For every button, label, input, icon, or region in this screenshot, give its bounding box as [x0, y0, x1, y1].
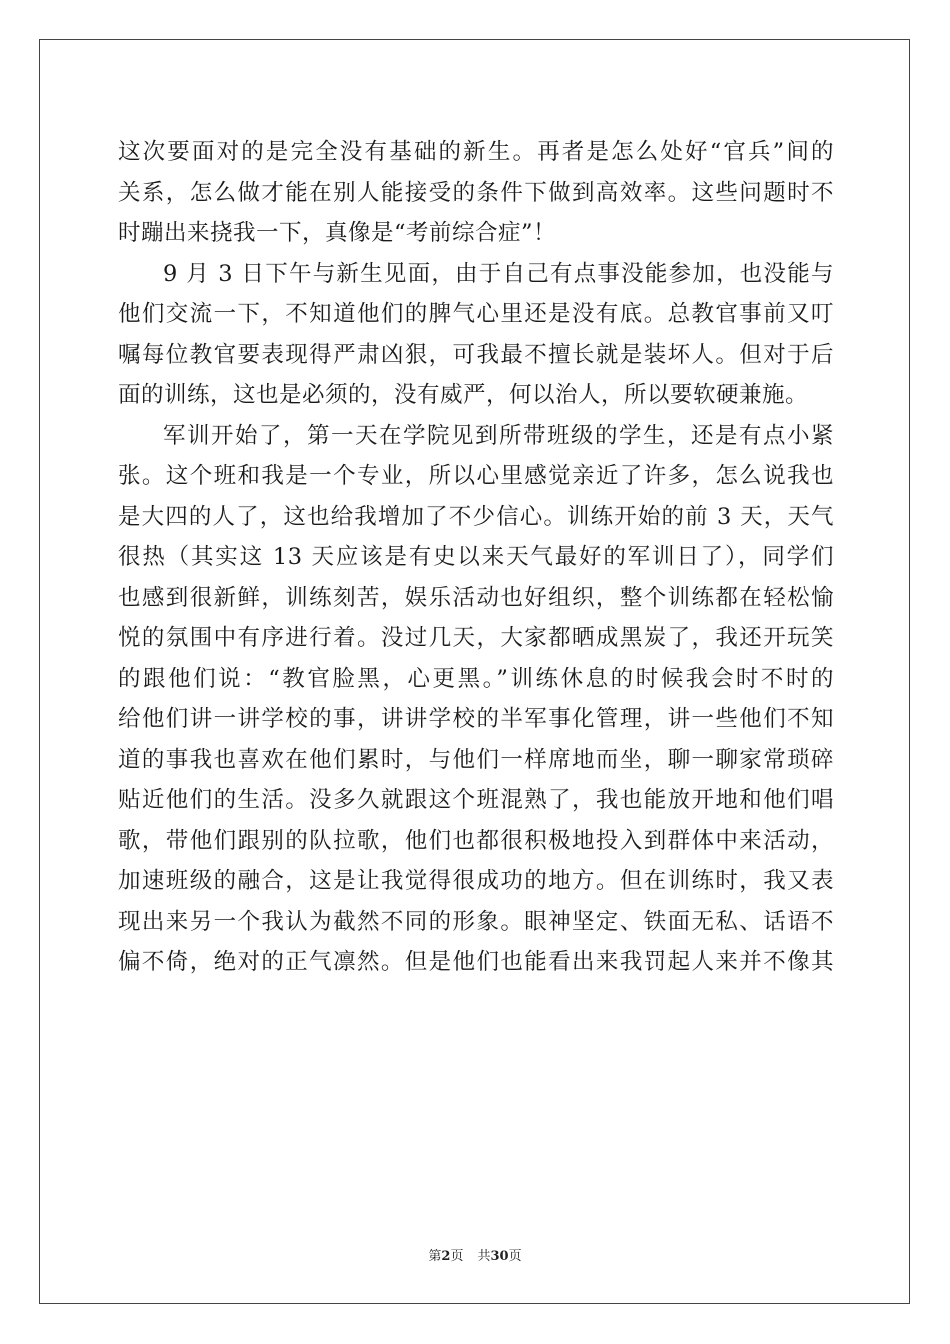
- text-line: 歌，带他们跟别的队拉歌，他们也都很积极地投入到群体中来活动，: [118, 827, 834, 854]
- text-line: 道的事我也喜欢在他们累时，与他们一样席地而坐，聊一聊家常琐碎: [118, 746, 834, 773]
- document-body: [118, 132, 834, 983]
- text-line: 加速班级的融合，这是让我觉得很成功的地方。但在训练时，我又表: [118, 868, 834, 894]
- text-line: 是大四的人了，这也给我增加了不少信心。训练开始的前 3 天，天气: [118, 503, 834, 530]
- text-line: 给他们讲一讲学校的事，讲讲学校的半军事化管理，讲一些他们不知: [118, 706, 834, 732]
- text-line: 面的训练，这也是必须的，没有威严，何以治人，所以要软硬兼施。: [118, 382, 809, 408]
- text-line: 很热（其实这 13 天应该是有史以来天气最好的军训日了），同学们: [118, 544, 834, 570]
- page-total: 共30页: [477, 1249, 522, 1264]
- text-line: 悦的氛围中有序进行着。没过几天，大家都晒成黑炭了，我还开玩笑: [118, 625, 834, 651]
- text-line: 他们交流一下，不知道他们的脾气心里还是没有底。总教官事前又叮: [118, 301, 834, 327]
- text-line: 这次要面对的是完全没有基础的新生。再者是怎么处好“官兵”间的: [118, 139, 834, 165]
- text-line: 张。这个班和我是一个专业，所以心里感觉亲近了许多，怎么说我也: [118, 463, 834, 489]
- text-line: 偏不倚，绝对的正气凛然。但是他们也能看出来我罚起人来并不像其: [118, 949, 834, 975]
- text-line: 也感到很新鲜，训练刻苦，娱乐活动也好组织，整个训练都在轻松愉: [118, 584, 834, 611]
- text-line: 现出来另一个我认为截然不同的形象。眼神坚定、铁面无私、话语不: [118, 908, 834, 935]
- text-line: 嘱每位教官要表现得严肃凶狠，可我最不擅长就是装坏人。但对于后: [118, 341, 834, 368]
- text-line: 的跟他们说：“教官脸黑，心更黑。”训练休息的时候我会时不时的: [118, 665, 834, 692]
- text-line: 贴近他们的生活。没多久就跟这个班混熟了，我也能放开地和他们唱: [118, 787, 834, 813]
- page-footer: [0, 1248, 950, 1266]
- text-line: 时蹦出来挠我一下，真像是“考前综合症”！: [118, 220, 557, 246]
- text-line: 9 月 3 日下午与新生见面，由于自己有点事没能参加，也没能与: [163, 260, 834, 287]
- text-line: 关系，怎么做才能在别人能接受的条件下做到高效率。这些问题时不: [118, 179, 834, 206]
- page-number: 第2页: [428, 1249, 464, 1264]
- text-line: 军训开始了，第一天在学院见到所带班级的学生，还是有点小紧: [163, 422, 834, 449]
